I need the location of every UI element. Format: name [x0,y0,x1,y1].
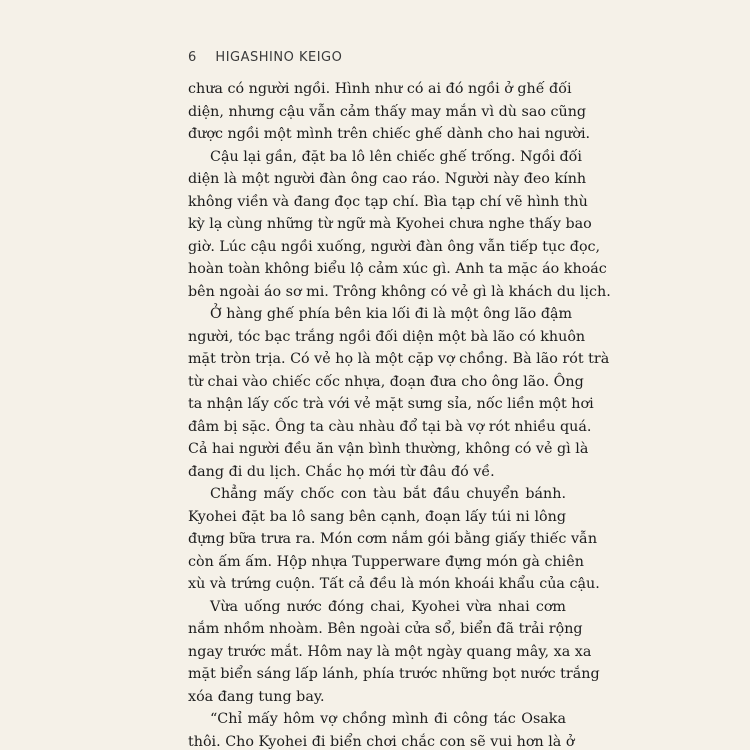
text-line: Kyohei đặt ba lô sang bên cạnh, đoạn lấy túi ni lông [188,508,566,525]
running-head [188,50,342,65]
text-line: bên ngoài áo sơ mi. Trông không có vẻ gì là khách du lịch. [188,283,611,300]
text-line: đựng bữa trưa ra. Món cơm nắm gói bằng giấy thiếc vẫn [188,531,598,547]
text-line: ta nhận lấy cốc trà với vẻ mặt sưng sỉa, nốc liền một hơi [188,396,594,412]
text-line: Vừa uống nước đóng chai, Kyohei vừa nhai cơm [210,598,566,615]
page-number: 6 [188,50,197,65]
text-line: ngay trước mắt. Hôm nay là một ngày quang mây, xa xa [188,643,592,660]
text-line: chưa có người ngồi. Hình như có ai đó ngồi ở ghế đối [188,81,572,97]
text-line: mặt tròn trịa. Có vẻ họ là một cặp vợ chồng. Bà lão rót trà [188,351,610,367]
text-line: đang đi du lịch. Chắc họ mới từ đâu đó về. [188,463,495,480]
text-line: kỳ lạ cùng những từ ngữ mà Kyohei chưa nghe thấy bao [188,216,592,232]
text-line: còn ấm ấm. Hộp nhựa Tupperware đựng món gà chiên [188,553,584,570]
text-line: diện là một người đàn ông cao ráo. Người này đeo kính [188,171,587,187]
text-line: diện, nhưng cậu vẫn cảm thấy may mắn vì dù sao cũng [188,103,587,120]
text-line: từ chai vào chiếc cốc nhựa, đoạn đưa cho ông lão. Ông [188,373,584,390]
text-line: đâm bị sặc. Ông ta càu nhàu đổ tại bà vợ rót nhiều quá. [188,418,592,435]
text-line: nắm nhồm nhoàm. Bên ngoài cửa sổ, biển đã trải rộng [188,621,583,637]
text-line: hoàn toàn không biểu lộ cảm xúc gì. Anh ta mặc áo khoác [188,261,607,277]
text-line: Ở hàng ghế phía bên kia lối đi là một ông lão đậm [210,306,573,322]
text-line: “Chỉ mấy hôm vợ chồng mình đi công tác Osaka [210,711,566,727]
text-line: xù và trứng cuộn. Tất cả đều là món khoái khẩu của cậu. [188,576,600,592]
text-line: Chẳng mấy chốc con tàu bắt đầu chuyển bánh. [210,486,566,502]
text-line: người, tóc bạc trắng ngồi đối diện một bà lão có khuôn [188,328,586,345]
text-line: không viền và đang đọc tạp chí. Bìa tạp chí vẽ hình thù [188,193,588,210]
text-line: xóa đang tung bay. [188,688,325,705]
text-line: Cả hai người đều ăn vận bình thường, không có vẻ gì là [188,441,589,457]
text-line: Cậu lại gần, đặt ba lô lên chiếc ghế trống. Ngồi đối [210,148,582,165]
text-line: thôi. Cho Kyohei đi biển chơi chắc con sẽ vui hơn là ở [188,733,575,750]
body-text [188,78,611,750]
text-line: mặt biển sáng lấp lánh, phía trước những bọt nước trắng [188,666,600,682]
author-name: HIGASHINO KEIGO [215,50,343,65]
text-line: được ngồi một mình trên chiếc ghế dành cho hai người. [188,126,591,142]
text-line: giờ. Lúc cậu ngồi xuống, người đàn ông vẫn tiếp tục đọc, [188,238,601,255]
